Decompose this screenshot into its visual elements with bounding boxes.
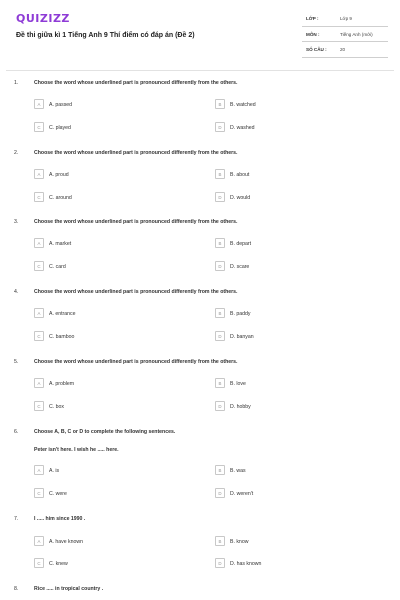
question-number: 5. bbox=[14, 359, 19, 365]
option-text: D. weren't bbox=[230, 490, 254, 497]
option-letter-box: C bbox=[34, 122, 44, 132]
meta-divider bbox=[302, 26, 388, 27]
option-text: C. knew bbox=[49, 560, 68, 567]
option-text: D. banyan bbox=[230, 333, 254, 340]
option-text: D. scare bbox=[230, 263, 250, 270]
option-letter-box: B bbox=[215, 99, 225, 109]
question-number: 6. bbox=[14, 429, 19, 435]
option-text: C. played bbox=[49, 124, 71, 131]
option-letter-box: B bbox=[215, 465, 225, 475]
meta-row-count bbox=[302, 43, 388, 59]
meta-box bbox=[302, 12, 388, 59]
question-number: 8. bbox=[14, 586, 19, 592]
option-text: D. would bbox=[230, 194, 251, 201]
option-text: A. is bbox=[49, 467, 60, 474]
question-number: 2. bbox=[14, 150, 19, 156]
option-text: C. were bbox=[49, 490, 67, 497]
meta-label: SỐ CÂU : bbox=[306, 47, 327, 52]
option-letter-box: A bbox=[34, 378, 44, 388]
option-letter-box: B bbox=[215, 308, 225, 318]
question-text: Choose the word whose underlined part is pronounced differently from the others. bbox=[34, 150, 238, 156]
option-letter-box: C bbox=[34, 331, 44, 341]
question-number: 1. bbox=[14, 80, 19, 86]
option-text: A. market bbox=[49, 240, 72, 247]
question-text: I ..... him since 1990 . bbox=[34, 516, 86, 522]
option-letter-box: C bbox=[34, 401, 44, 411]
worksheet-title: Đề thi giữa kì 1 Tiếng Anh 9 Thí điểm có đáp án (Đề 2) bbox=[16, 32, 195, 39]
option-text: D. hobby bbox=[230, 403, 251, 410]
question-text: Choose the word whose underlined part is pronounced differently from the others. bbox=[34, 289, 238, 295]
option-text: A. entrance bbox=[49, 310, 76, 317]
question-number: 3. bbox=[14, 219, 19, 225]
option-text: B. was bbox=[230, 467, 246, 474]
quizizz-logo: QUIZIZZ bbox=[16, 12, 70, 25]
option-text: B. know bbox=[230, 538, 249, 545]
meta-value: Tiếng Anh (mới) bbox=[340, 31, 373, 37]
option-text: A. passed bbox=[49, 101, 73, 108]
worksheet-header bbox=[0, 0, 400, 72]
option-letter-box: A bbox=[34, 238, 44, 248]
option-letter-box: A bbox=[34, 169, 44, 179]
option-letter-box: D bbox=[215, 488, 225, 498]
option-text: A. problem bbox=[49, 380, 75, 387]
option-text: B. watched bbox=[230, 101, 256, 108]
question-text: Choose the word whose underlined part is pronounced differently from the others. bbox=[34, 80, 238, 86]
option-text: B. paddy bbox=[230, 310, 251, 317]
option-text: B. about bbox=[230, 171, 250, 178]
option-letter-box: A bbox=[34, 99, 44, 109]
option-letter-box: B bbox=[215, 238, 225, 248]
header-divider bbox=[6, 70, 394, 71]
question-text: Choose A, B, C or D to complete the following sentences. bbox=[34, 429, 176, 435]
question-text: Rice ..... in tropical country . bbox=[34, 586, 104, 592]
option-letter-box: D bbox=[215, 558, 225, 568]
meta-row-class bbox=[302, 12, 388, 28]
option-text: A. proud bbox=[49, 171, 69, 178]
question-subtext: Peter isn't here. I wish he ..... here. bbox=[34, 447, 119, 453]
option-letter-box: A bbox=[34, 536, 44, 546]
option-letter-box: D bbox=[215, 122, 225, 132]
option-text: C. card bbox=[49, 263, 66, 270]
option-letter-box: B bbox=[215, 536, 225, 546]
option-letter-box: B bbox=[215, 169, 225, 179]
option-text: C. around bbox=[49, 194, 72, 201]
question-text: Choose the word whose underlined part is pronounced differently from the others. bbox=[34, 359, 238, 365]
meta-divider bbox=[302, 57, 388, 58]
option-letter-box: D bbox=[215, 261, 225, 271]
meta-value: Lớp 9 bbox=[340, 16, 352, 21]
question-text: Choose the word whose underlined part is pronounced differently from the others. bbox=[34, 219, 238, 225]
option-letter-box: C bbox=[34, 192, 44, 202]
question-number: 7. bbox=[14, 516, 19, 522]
option-text: D. has known bbox=[230, 560, 262, 567]
option-letter-box: C bbox=[34, 558, 44, 568]
option-text: D. washed bbox=[230, 124, 255, 131]
option-text: C. bamboo bbox=[49, 333, 75, 340]
option-letter-box: A bbox=[34, 465, 44, 475]
option-letter-box: D bbox=[215, 331, 225, 341]
option-text: B. love bbox=[230, 380, 246, 387]
option-letter-box: D bbox=[215, 192, 225, 202]
option-letter-box: D bbox=[215, 401, 225, 411]
meta-label: MÔN : bbox=[306, 31, 320, 37]
question-number: 4. bbox=[14, 289, 19, 295]
meta-row-subject bbox=[302, 28, 388, 44]
option-text: C. box bbox=[49, 403, 64, 410]
option-letter-box: B bbox=[215, 378, 225, 388]
option-text: B. depart bbox=[230, 240, 252, 247]
option-letter-box: A bbox=[34, 308, 44, 318]
option-text: A. have known bbox=[49, 538, 84, 545]
option-letter-box: C bbox=[34, 261, 44, 271]
meta-label: LỚP : bbox=[306, 16, 319, 21]
meta-value: 20 bbox=[340, 47, 346, 52]
option-letter-box: C bbox=[34, 488, 44, 498]
meta-divider bbox=[302, 41, 388, 42]
